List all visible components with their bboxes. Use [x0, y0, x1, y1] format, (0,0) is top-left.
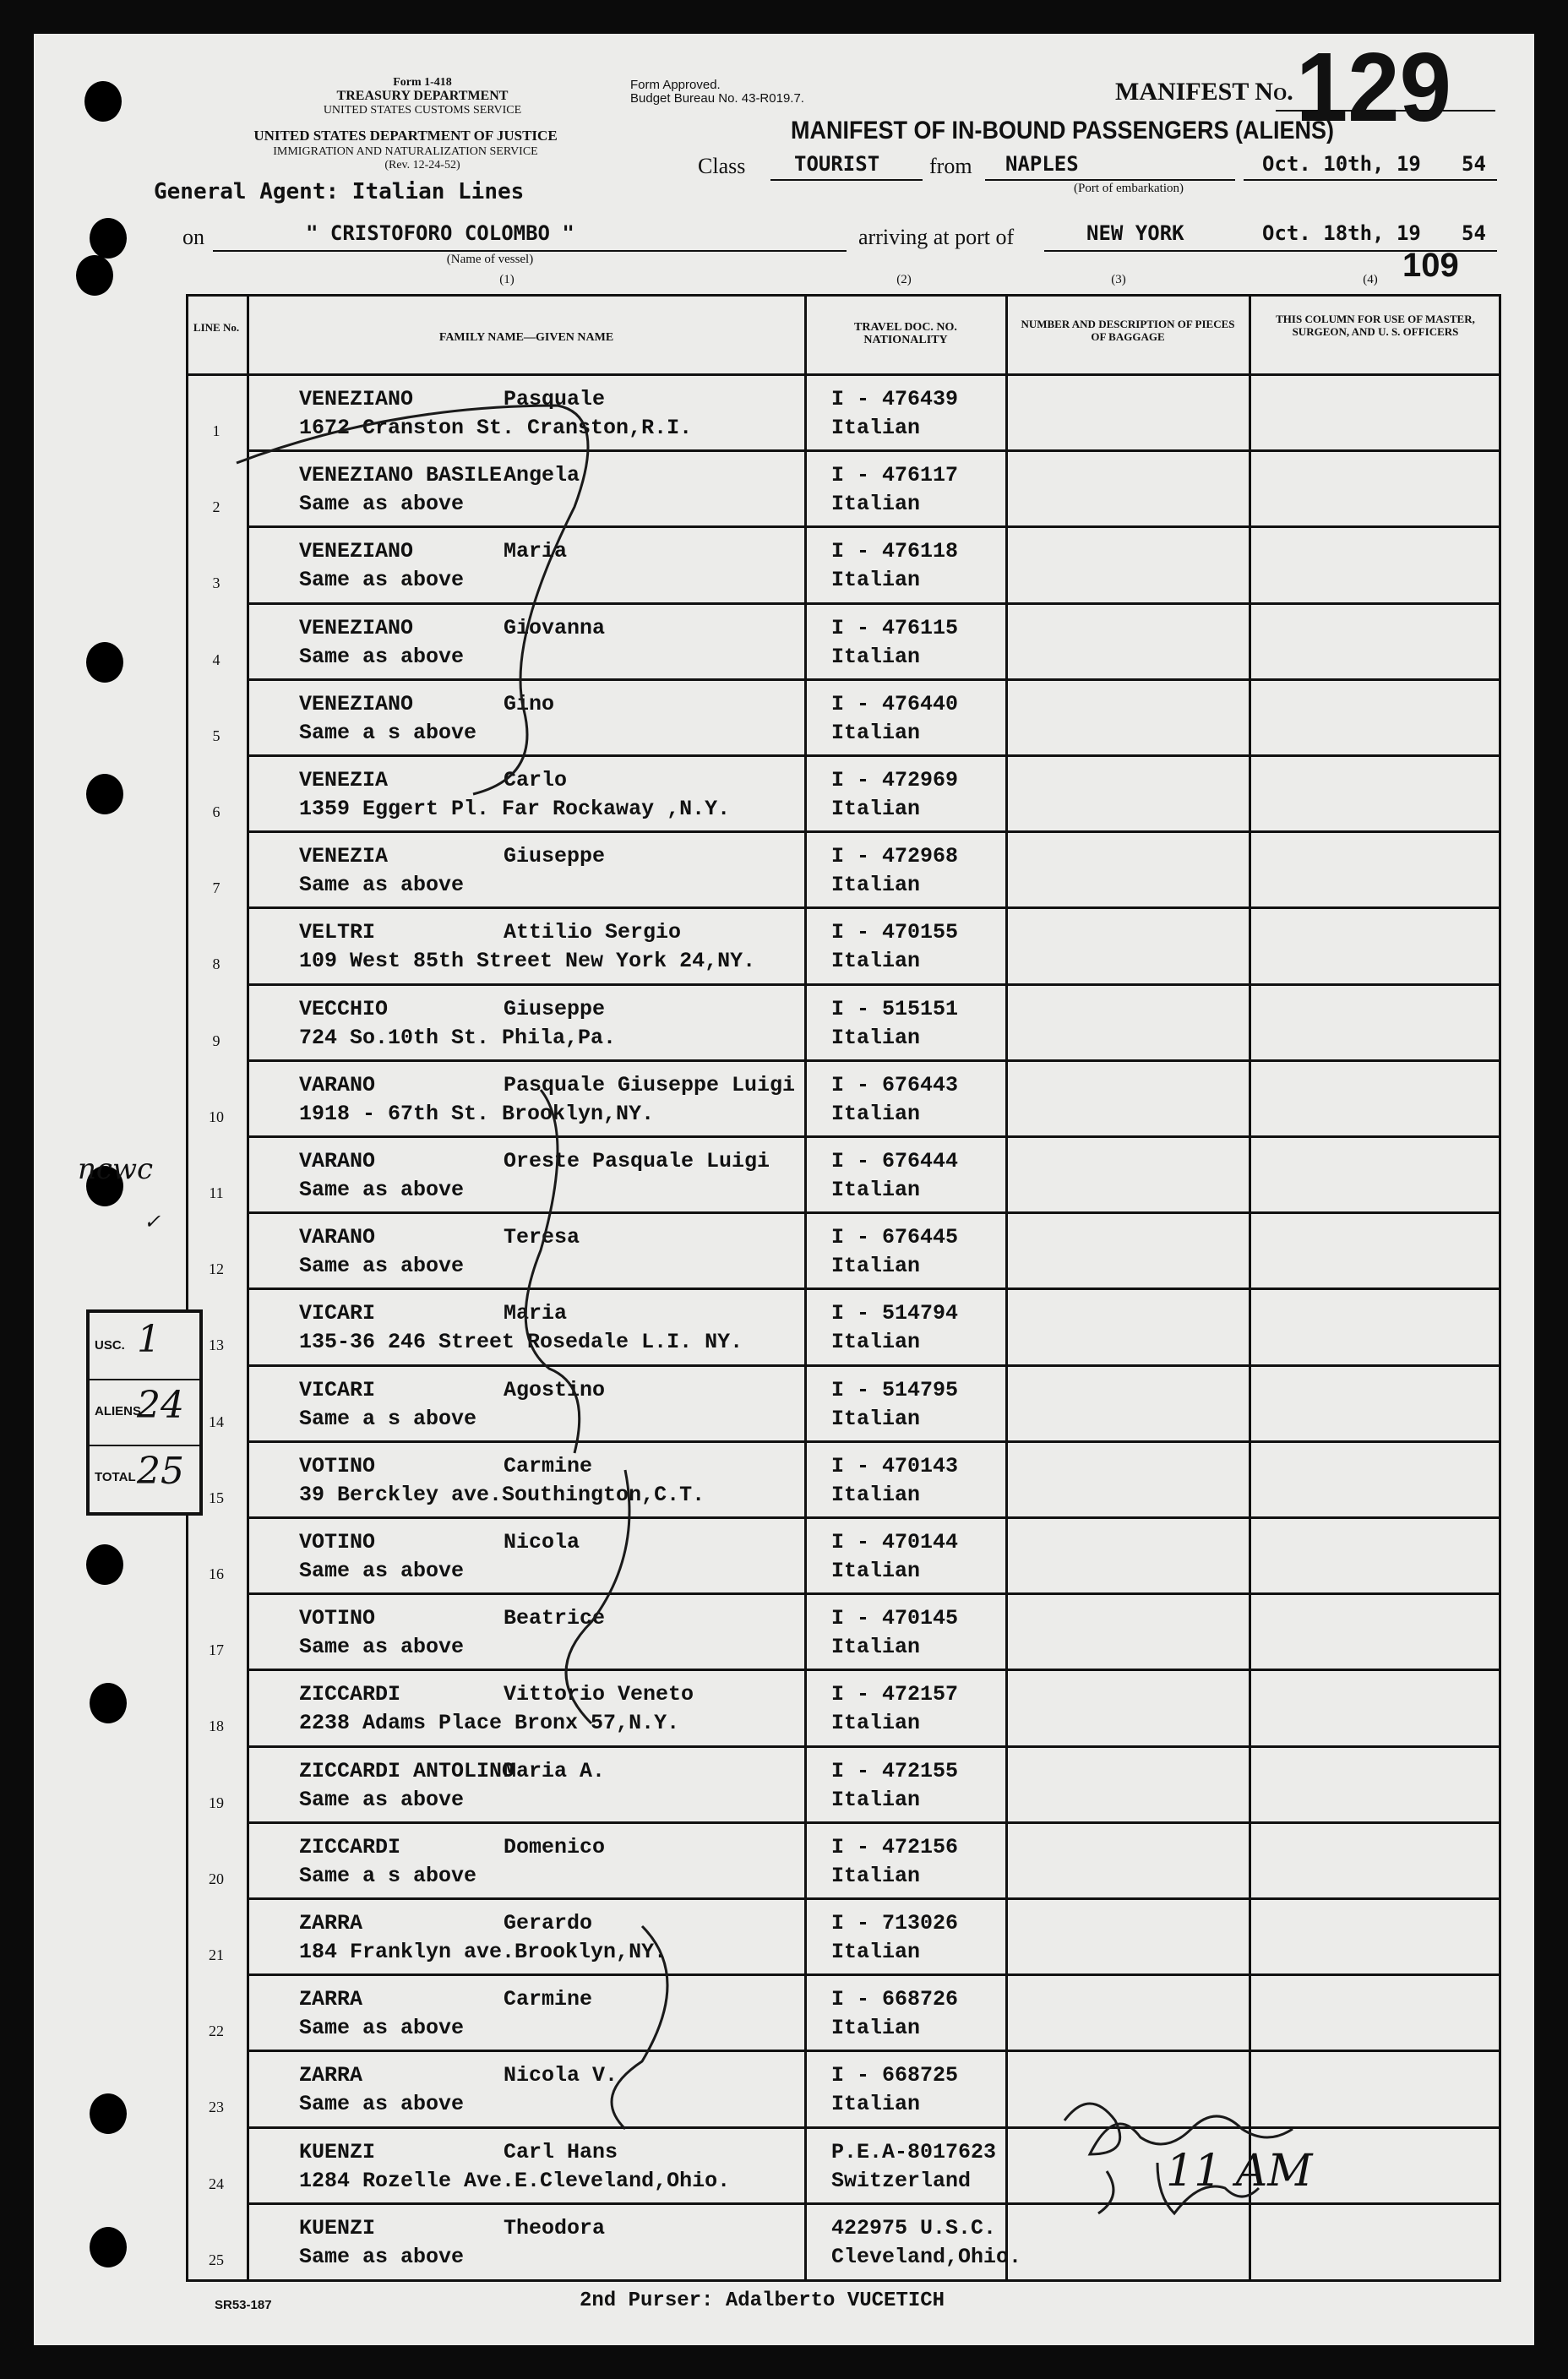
- nationality: Italian: [831, 1559, 921, 1583]
- budget-bureau: Budget Bureau No. 43-R019.7.: [630, 91, 804, 106]
- address: 1359 Eggert Pl. Far Rockaway ,N.Y.: [299, 797, 731, 821]
- check-mark: ✓: [144, 1210, 161, 1233]
- col-header-line-no: LINE No.: [193, 321, 240, 334]
- nationality: Italian: [831, 1711, 921, 1736]
- line-number: 24: [209, 2175, 224, 2192]
- travel-doc-no: I - 472969: [831, 768, 959, 792]
- given-name: Vittorio Veneto: [504, 1682, 694, 1707]
- address: Same as above: [299, 1787, 465, 1812]
- given-name: Teresa: [504, 1225, 580, 1250]
- line-number: 7: [212, 879, 220, 897]
- family-name: VARANO: [299, 1149, 376, 1173]
- tally-aliens: [90, 1379, 199, 1446]
- form-code: SR53-187: [215, 2298, 272, 2312]
- travel-doc-no: I - 472156: [831, 1834, 959, 1859]
- manifest-title: MANIFEST OF IN-BOUND PASSENGERS (ALIENS): [791, 117, 1335, 144]
- manifest-number: 129: [1296, 32, 1451, 142]
- travel-doc-no: I - 515151: [831, 996, 959, 1021]
- address: Same as above: [299, 2244, 465, 2269]
- family-name: ZARRA: [299, 2063, 363, 2088]
- family-name: ZARRA: [299, 1987, 363, 2012]
- travel-doc-no: I - 676445: [831, 1225, 959, 1250]
- travel-doc-no: I - 476117: [831, 463, 959, 488]
- tally-box: [86, 1309, 203, 1516]
- nationality: Italian: [831, 1635, 921, 1660]
- col-num-4: (4): [1363, 273, 1378, 286]
- line-number: 10: [209, 1108, 224, 1125]
- line-number: 18: [209, 1718, 224, 1735]
- on-label: on: [182, 225, 204, 249]
- handwritten-marks: [34, 34, 1534, 2345]
- given-name: Maria: [504, 539, 568, 564]
- treasury-department: TREASURY DEPARTMENT: [336, 89, 509, 103]
- family-name: VICARI: [299, 1301, 376, 1326]
- line-number: 12: [209, 1260, 224, 1278]
- given-name: Carlo: [504, 768, 568, 792]
- given-name: Maria: [504, 1301, 568, 1326]
- given-name: Pasquale: [504, 387, 606, 411]
- given-name: Agostino: [504, 1377, 606, 1402]
- given-name: Domenico: [504, 1834, 606, 1859]
- manifest-sheet: [34, 34, 1534, 2345]
- travel-doc-no: I - 476439: [831, 387, 959, 411]
- travel-doc-no: I - 713026: [831, 1911, 959, 1935]
- nationality: Italian: [831, 949, 921, 974]
- tally-usc: [90, 1313, 199, 1380]
- address: Same as above: [299, 873, 465, 898]
- departure-date: Oct. 10th, 19: [1262, 152, 1421, 176]
- vessel-name-label: (Name of vessel): [446, 253, 534, 266]
- purser-name: 2nd Purser: Adalberto VUCETICH: [580, 2289, 945, 2312]
- given-name: Giuseppe: [504, 844, 606, 869]
- family-name: VOTINO: [299, 1606, 376, 1631]
- aliens-label: ALIENS: [95, 1404, 142, 1418]
- address: Same as above: [299, 1254, 465, 1279]
- nationality: Italian: [831, 1101, 921, 1126]
- family-name: VENEZIANO BASILE: [299, 463, 503, 488]
- given-name: Giovanna: [504, 615, 606, 640]
- address: Same as above: [299, 568, 465, 593]
- address: 724 So.10th St. Phila,Pa.: [299, 1025, 617, 1050]
- tally-total: [90, 1445, 199, 1511]
- line-number: 25: [209, 2251, 224, 2268]
- line-number: 6: [212, 803, 220, 820]
- travel-doc-no: I - 470143: [831, 1453, 959, 1478]
- usc-value: 1: [137, 1318, 161, 1361]
- arrival-year: 54: [1462, 221, 1486, 245]
- given-name: Carl Hans: [504, 2139, 618, 2164]
- address: 1918 - 67th St. Brooklyn,NY.: [299, 1101, 655, 1126]
- nationality: Italian: [831, 1940, 921, 1964]
- travel-doc-no: I - 676444: [831, 1149, 959, 1173]
- family-name: ZICCARDI: [299, 1834, 401, 1859]
- nationality: Italian: [831, 2016, 921, 2041]
- col-num-3: (3): [1111, 273, 1126, 286]
- nationality: Italian: [831, 1863, 921, 1888]
- given-name: Theodora: [504, 2215, 606, 2240]
- line-number: 2: [212, 498, 220, 516]
- family-name: VENEZIANO: [299, 691, 414, 716]
- total-label: TOTAL: [95, 1470, 136, 1484]
- family-name: VOTINO: [299, 1530, 376, 1554]
- line-number: 19: [209, 1794, 224, 1811]
- nationality: Italian: [831, 416, 921, 440]
- nationality: Italian: [831, 1787, 921, 1812]
- nationality: Italian: [831, 1025, 921, 1050]
- travel-doc-no: I - 476115: [831, 615, 959, 640]
- given-name: Nicola V.: [504, 2063, 618, 2088]
- customs-service: UNITED STATES CUSTOMS SERVICE: [323, 104, 522, 117]
- col-header-name: FAMILY NAME—GIVEN NAME: [438, 331, 614, 344]
- address: Same as above: [299, 1178, 465, 1202]
- travel-doc-no: I - 476118: [831, 539, 959, 564]
- line-number: 16: [209, 1565, 224, 1582]
- given-name: Carmine: [504, 1453, 593, 1478]
- line-number: 5: [212, 727, 220, 744]
- family-name: VENEZIA: [299, 768, 389, 792]
- family-name: ZARRA: [299, 1911, 363, 1935]
- address: Same as above: [299, 1559, 465, 1583]
- form-number: Form 1-418: [393, 76, 452, 89]
- justice-department: UNITED STATES DEPARTMENT OF JUSTICE: [253, 128, 558, 144]
- address: Same a s above: [299, 1863, 477, 1888]
- arrival-date: Oct. 18th, 19: [1262, 221, 1421, 245]
- travel-doc-no: I - 476440: [831, 691, 959, 716]
- family-name: VECCHIO: [299, 996, 389, 1021]
- given-name: Gino: [504, 691, 555, 716]
- general-agent: General Agent: Italian Lines: [154, 179, 525, 204]
- aliens-value: 24: [137, 1384, 184, 1427]
- family-name: VENEZIANO: [299, 615, 414, 640]
- nationality: Italian: [831, 1254, 921, 1279]
- address: Same as above: [299, 2016, 465, 2041]
- travel-doc-no: I - 470155: [831, 920, 959, 945]
- family-name: VICARI: [299, 1377, 376, 1402]
- manifest-no-label: MANIFEST No.: [1115, 78, 1293, 106]
- line-number: 8: [212, 955, 220, 973]
- travel-doc-no: I - 472157: [831, 1682, 959, 1707]
- line-number: 15: [209, 1489, 224, 1506]
- given-name: Carmine: [504, 1987, 593, 2012]
- signature-time-note: 11 AM: [1166, 2146, 1313, 2197]
- given-name: Pasquale Giuseppe Luigi: [504, 1072, 796, 1097]
- arriving-label: arriving at port of: [858, 225, 1015, 249]
- col-header-baggage: NUMBER AND DESCRIPTION OF PIECES OF BAGGAGE: [1021, 318, 1235, 343]
- address: 39 Berckley ave.Southington,C.T.: [299, 1482, 705, 1507]
- line-number: 3: [212, 574, 220, 592]
- travel-doc-no: I - 470145: [831, 1606, 959, 1631]
- address: Same as above: [299, 644, 465, 669]
- nationality: Italian: [831, 873, 921, 898]
- immigration-service: IMMIGRATION AND NATURALIZATION SERVICE: [273, 145, 538, 158]
- travel-doc-no: I - 514795: [831, 1377, 959, 1402]
- col-num-2: (2): [896, 273, 912, 286]
- family-name: VELTRI: [299, 920, 376, 945]
- departure-year: 54: [1462, 152, 1486, 176]
- usc-label: USC.: [95, 1338, 125, 1353]
- family-name: KUENZI: [299, 2215, 376, 2240]
- address: 135-36 246 Street Rosedale L.I. NY.: [299, 1330, 743, 1355]
- nationality: Italian: [831, 1178, 921, 1202]
- given-name: Oreste Pasquale Luigi: [504, 1149, 770, 1173]
- address: 109 West 85th Street New York 24,NY.: [299, 949, 756, 974]
- col-header-travel-doc: TRAVEL DOC. NO. NATIONALITY: [854, 321, 957, 346]
- family-name: ZICCARDI: [299, 1682, 401, 1707]
- family-name: VENEZIA: [299, 844, 389, 869]
- address: Same as above: [299, 1635, 465, 1660]
- port-embarkation-label: (Port of embarkation): [1074, 182, 1184, 195]
- address: Same a s above: [299, 720, 477, 745]
- line-number: 21: [209, 1946, 224, 1963]
- nationality: Italian: [831, 492, 921, 517]
- nationality: Italian: [831, 1330, 921, 1355]
- nationality: Cleveland,Ohio.: [831, 2244, 1022, 2269]
- line-number: 14: [209, 1413, 224, 1430]
- given-name: Nicola: [504, 1530, 580, 1554]
- nationality: Italian: [831, 2092, 921, 2117]
- address: 1672 Cranston St. Cranston,R.I.: [299, 416, 693, 440]
- family-name: ZICCARDI ANTOLINO: [299, 1758, 515, 1783]
- address: Same as above: [299, 492, 465, 517]
- travel-doc-no: P.E.A-8017623: [831, 2139, 997, 2164]
- travel-doc-no: I - 668726: [831, 1987, 959, 2012]
- ncwc-note: ncwc: [78, 1152, 154, 1186]
- family-name: KUENZI: [299, 2139, 376, 2164]
- line-number: 13: [209, 1336, 224, 1354]
- address: 184 Franklyn ave.Brooklyn,NY.: [299, 1940, 667, 1964]
- travel-doc-no: I - 472968: [831, 844, 959, 869]
- col-header-officers: THIS COLUMN FOR USE OF MASTER, SURGEON, AND U. S. OFFICERS: [1276, 313, 1475, 338]
- port-embarkation: NAPLES: [1005, 152, 1079, 176]
- line-number: 1: [212, 422, 220, 439]
- vessel-name: " CRISTOFORO COLOMBO ": [306, 221, 574, 245]
- arrival-port: NEW YORK: [1086, 221, 1184, 245]
- family-name: VENEZIANO: [299, 539, 414, 564]
- given-name: Attilio Sergio: [504, 920, 682, 945]
- family-name: VARANO: [299, 1225, 376, 1250]
- family-name: VENEZIANO: [299, 387, 414, 411]
- given-name: Angela: [504, 463, 580, 488]
- family-name: VOTINO: [299, 1453, 376, 1478]
- col-num-1: (1): [499, 273, 514, 286]
- nationality: Italian: [831, 720, 921, 745]
- address: Same a s above: [299, 1406, 477, 1431]
- given-name: Giuseppe: [504, 996, 606, 1021]
- class-value: TOURIST: [794, 152, 880, 176]
- line-number: 20: [209, 1870, 224, 1887]
- form-approved: Form Approved.: [630, 78, 721, 92]
- nationality: Italian: [831, 644, 921, 669]
- travel-doc-no: I - 668725: [831, 2063, 959, 2088]
- nationality: Italian: [831, 1406, 921, 1431]
- travel-doc-no: 422975 U.S.C.: [831, 2215, 997, 2240]
- nationality: Italian: [831, 1482, 921, 1507]
- line-number: 4: [212, 651, 220, 668]
- address: Same as above: [299, 2092, 465, 2117]
- line-number: 22: [209, 2022, 224, 2040]
- travel-doc-no: I - 472155: [831, 1758, 959, 1783]
- total-value: 25: [137, 1450, 184, 1493]
- line-number: 9: [212, 1032, 220, 1049]
- line-number: 23: [209, 2099, 224, 2116]
- nationality: Italian: [831, 797, 921, 821]
- form-revision: (Rev. 12-24-52): [384, 159, 460, 171]
- class-label: Class: [698, 154, 746, 178]
- travel-doc-no: I - 470144: [831, 1530, 959, 1554]
- travel-doc-no: I - 514794: [831, 1301, 959, 1326]
- family-name: VARANO: [299, 1072, 376, 1097]
- line-number: 11: [209, 1184, 224, 1201]
- page-number: 109: [1402, 247, 1459, 284]
- given-name: Beatrice: [504, 1606, 606, 1631]
- nationality: Switzerland: [831, 2168, 972, 2193]
- address: 1284 Rozelle Ave.E.Cleveland,Ohio.: [299, 2168, 731, 2193]
- from-label: from: [929, 154, 972, 178]
- given-name: Gerardo: [504, 1911, 593, 1935]
- nationality: Italian: [831, 568, 921, 593]
- travel-doc-no: I - 676443: [831, 1072, 959, 1097]
- address: 2238 Adams Place Bronx 57,N.Y.: [299, 1711, 680, 1736]
- given-name: Maria A.: [504, 1758, 606, 1783]
- line-number: 17: [209, 1641, 224, 1659]
